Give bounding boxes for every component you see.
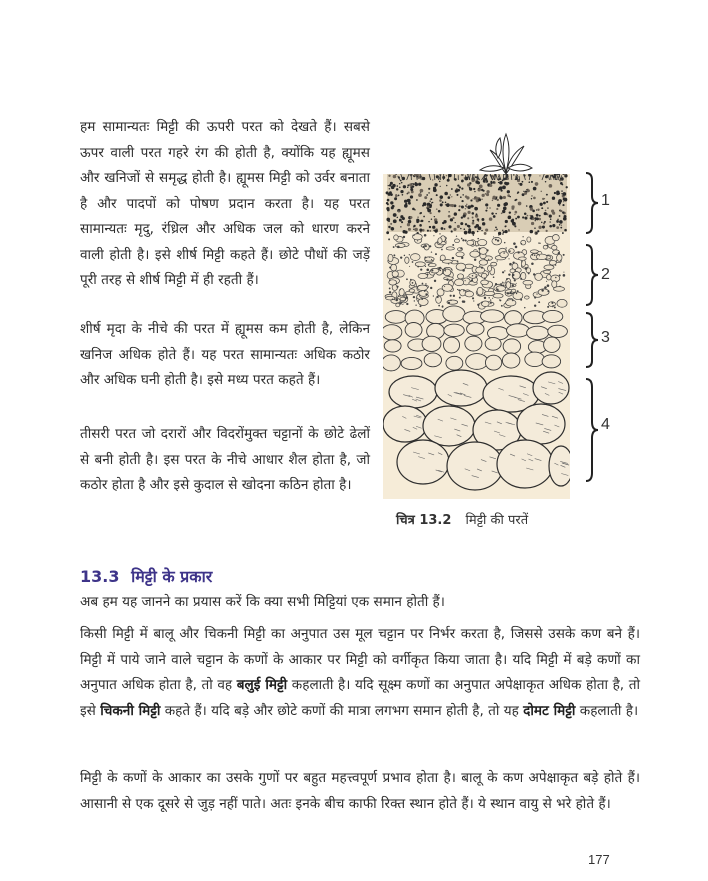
brace-layer-1 (584, 172, 600, 234)
term-loamy-soil: दोमट मिट्टी (523, 702, 576, 719)
particle-size-paragraph: मिट्टी के कणों के आकार का उसके गुणों पर बहुत महत्त्वपूर्ण प्रभाव होता है। बालू के कण अपेक्षाकृत बड़े होते हैं। आसानी से एक दूसरे से जुड़ नहीं पाते। अतः इनके बीच काफी रिक्त स्थान होते हैं। ये स्थान वायु से भरे होते हैं। (80, 770, 640, 812)
term-sandy-soil: बलुई मिट्टी (236, 677, 288, 693)
page-number: 177 (588, 852, 610, 867)
layer-number-3: 3 (601, 329, 610, 346)
brace-layer-3 (584, 312, 600, 368)
section-intro-paragraph: अब हम यह जानने का प्रयास करें कि क्या सभी मिट्टियां एक समान होती हैं। (80, 594, 445, 610)
soil-types-text-3: कहते हैं। यदि बड़े और छोटे कणों की मात्रा लगभग समान होती है, तो यह (160, 702, 524, 719)
figure-title: मिट्टी की परतें (465, 513, 529, 528)
topsoil-paragraph: हम सामान्यतः मिट्टी की ऊपरी परत को देखते हैं। सबसे ऊपर वाली परत गहरे रंग की होती है, क्योंकि यह ह्यूमस और खनिजों से समृद्ध होती है। ह्यूमस मिट्टी को उर्वर बनाता है और पादपों को पोषण प्रदान करता है। यह परत सामान्यतः मृदु, रंध्रिल और अधिक जल को धारण करने वाली होती है। इसे शीर्ष मिट्टी कहते हैं। छोटे पौधों की जड़ें पूरी तरह से शीर्ष मिट्टी में ही रहती हैं। (80, 119, 370, 288)
section-number: 13.3 (80, 567, 120, 586)
section-heading (80, 565, 218, 587)
soil-types-paragraph (80, 622, 640, 724)
layer-number-1: 1 (601, 192, 610, 209)
figure-caption (396, 510, 528, 528)
layer-number-4: 4 (601, 416, 610, 433)
section-title: मिट्टी के प्रकार (131, 567, 213, 586)
soil-layers-drawing (383, 174, 570, 499)
layer-number-2: 2 (601, 266, 610, 283)
soil-types-text-1: किसी मिट्टी में बालू और चिकनी मिट्टी का अनुपात उस मूल चट्टान पर निर्भर करता है, जिससे उसके कण बने हैं। मिट्टी में पाये जाने वाले चट्टान के कणों के आकार पर मिट्टी को वर्गीकृत किया जाता है। यदि मिट्टी में बड़े कणों का अनुपात अधिक होता है, तो वह (80, 626, 640, 693)
brace-layer-2 (584, 244, 600, 306)
soil-types-text-4: कहलाती है। (575, 702, 639, 719)
plant-icon (476, 128, 536, 176)
soil-types-text-2: कहलाती है। यदि सूक्ष्म कणों का अनुपात अपेक्षाकृत अधिक होता है, तो इसे (80, 677, 640, 719)
figure-label: चित्र 13.2 (396, 513, 452, 528)
soil-profile-illustration (383, 174, 570, 499)
middle-layer-paragraph: शीर्ष मृदा के नीचे की परत में ह्यूमस कम होती है, लेकिन खनिज अधिक होते हैं। यह परत सामान्यतः अधिक कठोर और अधिक घनी होती है। इसे मध्य परत कहते हैं। (80, 321, 370, 388)
brace-layer-4 (584, 378, 600, 482)
third-layer-paragraph: तीसरी परत जो दरारों और विदरोंमुक्त चट्टानों के छोटे ढेलों से बनी होती है। इस परत के नीचे आधार शैल होता है, जो कठोर होता है और इसे कुदाल से खोदना कठिन होता है। (80, 426, 370, 493)
term-clayey-soil: चिकनी मिट्टी (100, 702, 161, 719)
